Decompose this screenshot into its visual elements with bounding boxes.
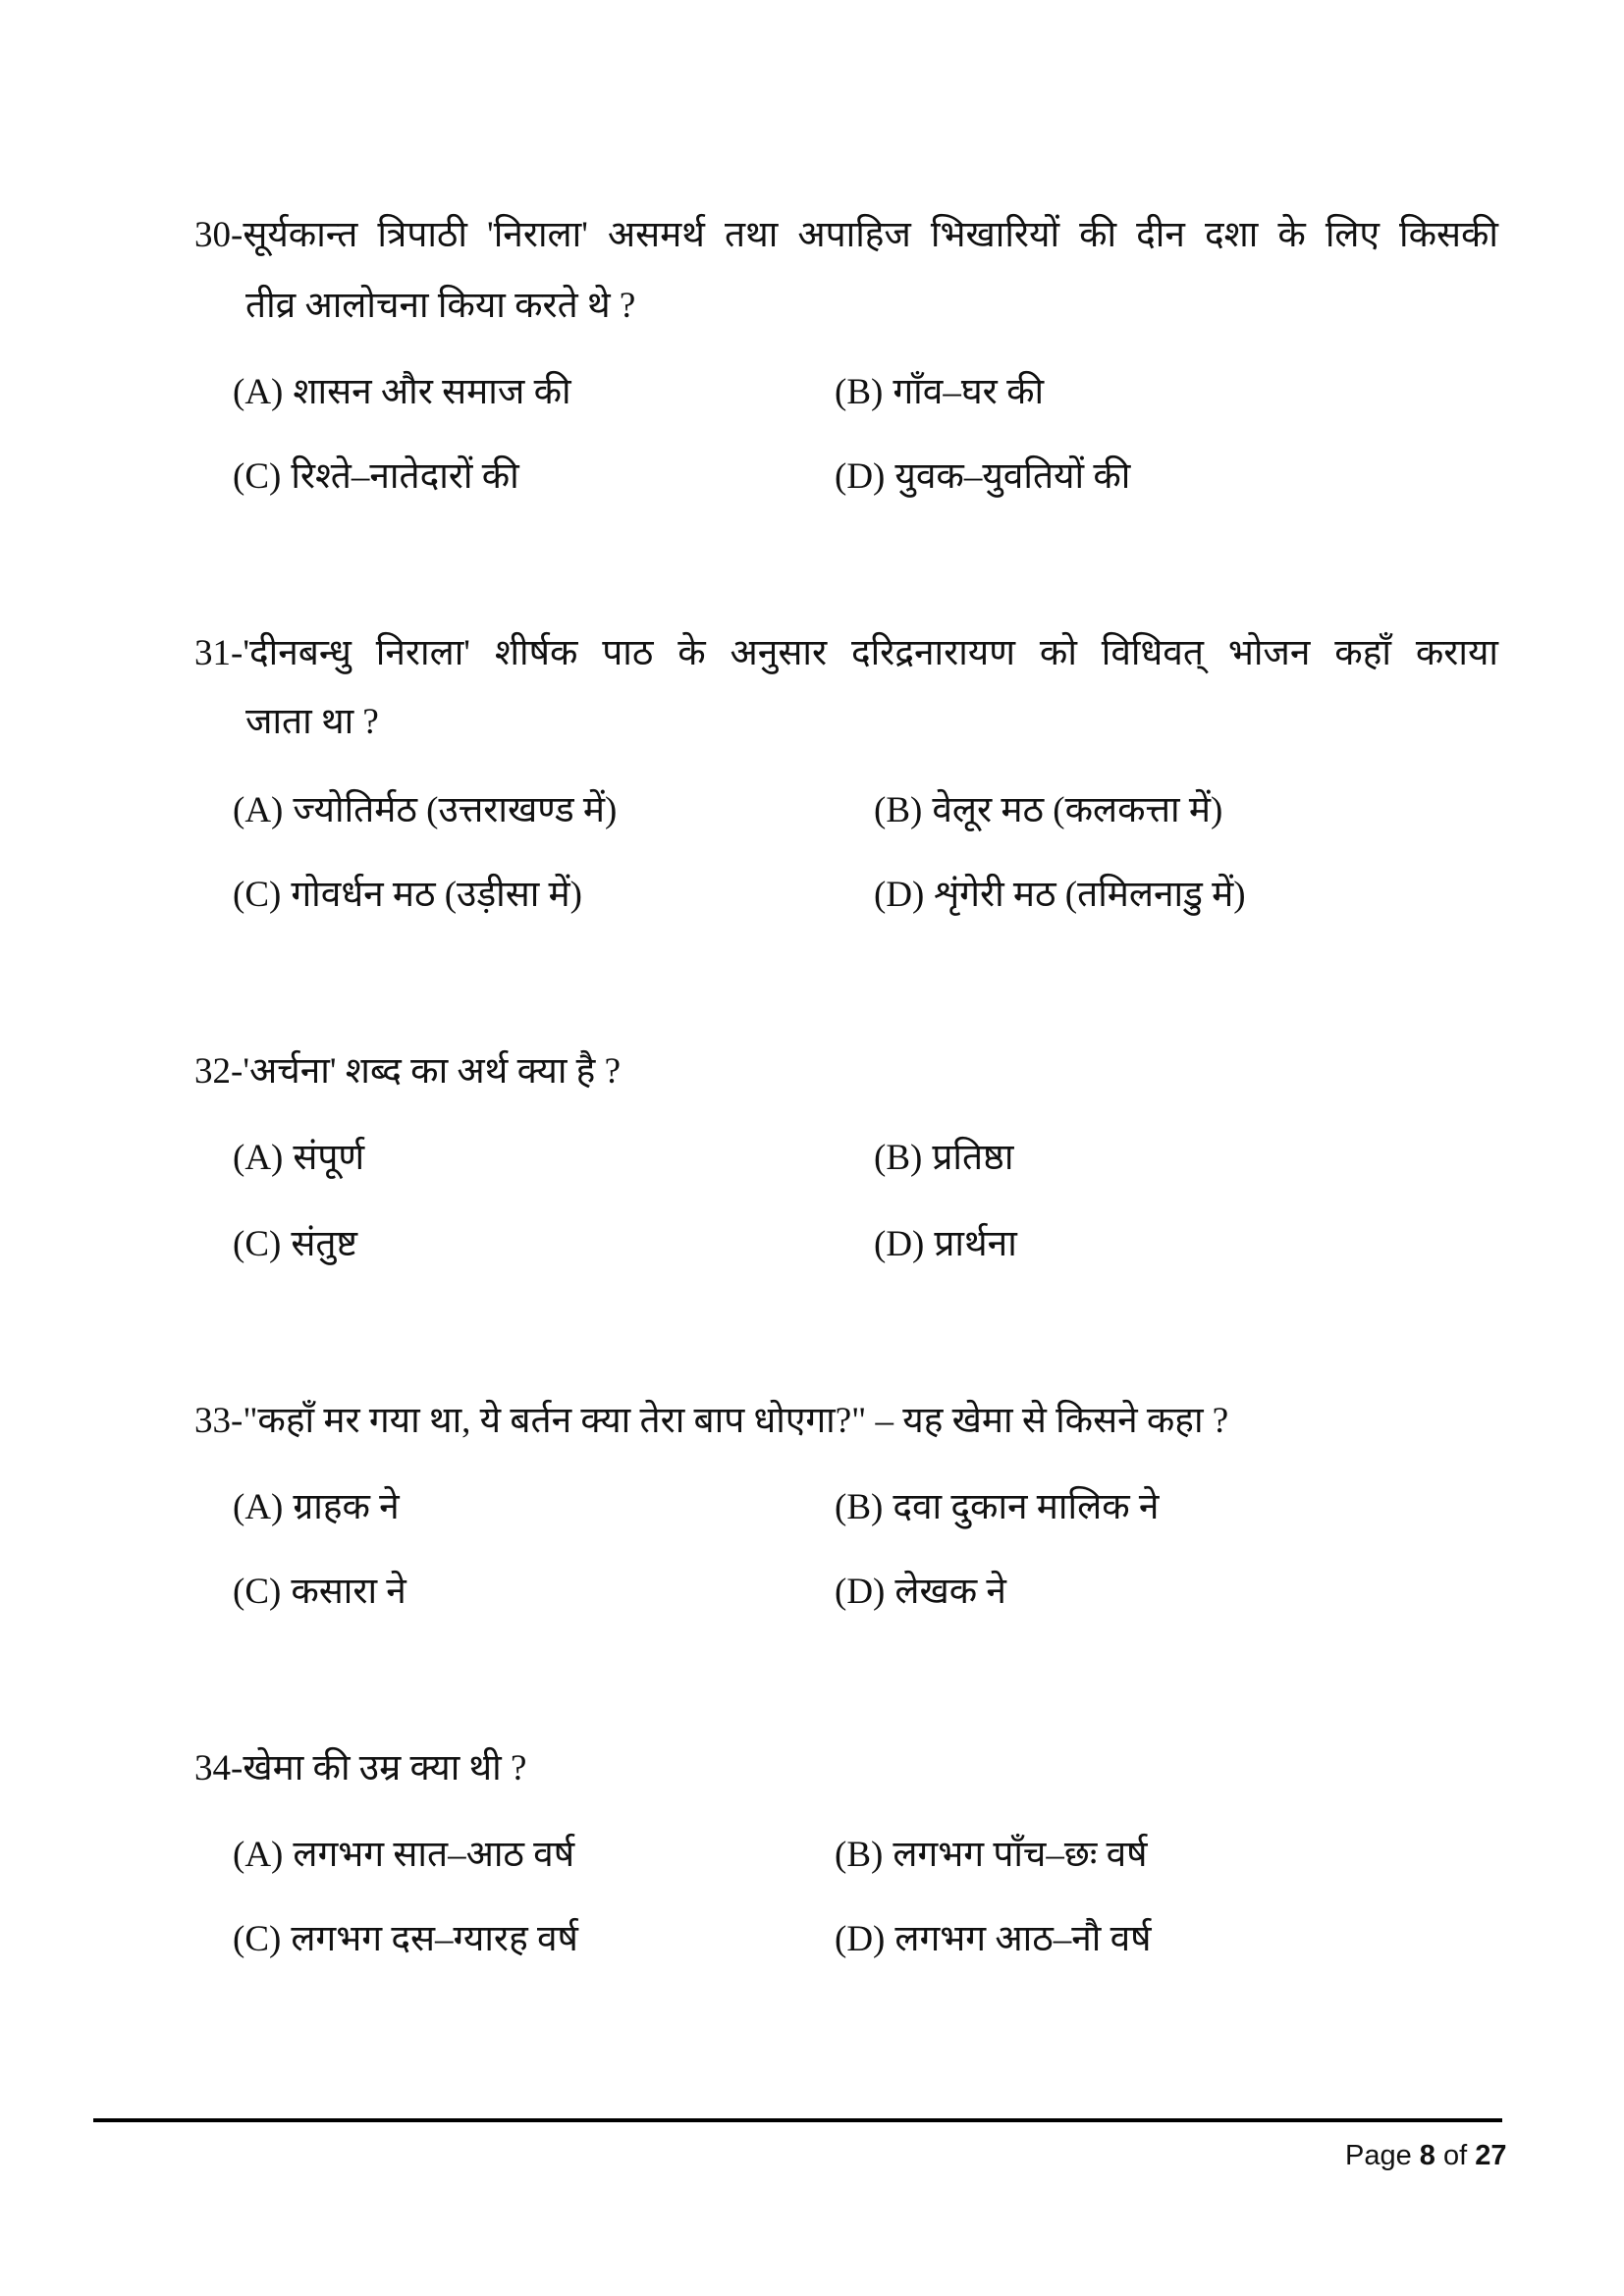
option-text: लगभग पाँच–छः वर्ष: [893, 1835, 1148, 1875]
option-label: (D): [835, 1919, 886, 1959]
option-text: दवा दुकान मालिक ने: [893, 1487, 1160, 1527]
option-b: [835, 369, 1044, 416]
option-b: [874, 1135, 1013, 1182]
page-number: [1345, 2140, 1507, 2172]
option-label: (D): [835, 456, 886, 497]
option-text: गाँव–घर की: [893, 372, 1045, 412]
option-d: [835, 1569, 1006, 1616]
question-line: 'अर्चना' शब्द का अर्थ क्या है ?: [243, 1051, 621, 1092]
option-label: (C): [233, 875, 282, 915]
option-label: (A): [233, 1835, 284, 1875]
question-number: 32-: [194, 1051, 244, 1092]
option-label: (A): [233, 1487, 284, 1527]
option-b: [835, 1484, 1159, 1531]
option-c: [233, 872, 582, 919]
option-label: (B): [874, 790, 923, 830]
question-line: "कहाँ मर गया था, ये बर्तन क्या तेरा बाप धोएगा?" – यह खेमा से किसने कहा ?: [243, 1401, 1229, 1441]
option-label: (C): [233, 1919, 282, 1959]
option-c: [233, 1221, 357, 1268]
question-text: [194, 630, 1498, 677]
option-text: कसारा ने: [291, 1572, 406, 1612]
option-d: [835, 454, 1130, 501]
option-label: (A): [233, 372, 284, 412]
option-label: (C): [233, 1224, 282, 1264]
option-a: [233, 1484, 400, 1531]
option-a: [233, 1832, 574, 1879]
option-b: [874, 787, 1222, 834]
option-c: [233, 454, 519, 501]
footer-rule: [93, 2118, 1502, 2122]
option-text: लगभग सात–आठ वर्ष: [293, 1835, 575, 1875]
option-d: [874, 1221, 1017, 1268]
question-line: 'दीनबन्धु निराला' शीर्षक पाठ के अनुसार दरिद्रनारायण को विधिवत् भोजन कहाँ कराया: [243, 633, 1498, 673]
option-text: शासन और समाज की: [293, 372, 571, 412]
question-line: खेमा की उम्र क्या थी ?: [243, 1748, 527, 1789]
option-label: (B): [835, 1835, 884, 1875]
option-text: प्रतिष्ठा: [932, 1138, 1014, 1178]
option-c: [233, 1569, 406, 1616]
option-text: संतुष्ट: [291, 1224, 358, 1264]
option-label: (D): [874, 1224, 925, 1264]
question-text: [194, 212, 1498, 259]
option-a: [233, 787, 617, 834]
option-label: (A): [233, 1138, 284, 1178]
question-number: 33-: [194, 1401, 244, 1441]
question-text: [194, 1745, 526, 1792]
option-label: (D): [835, 1572, 886, 1612]
question-line: सूर्यकान्त त्रिपाठी 'निराला' असमर्थ तथा अपाहिज भिखारियों की दीन दशा के लिए किसकी: [243, 215, 1498, 255]
question-number: 31-: [194, 633, 244, 673]
option-text: गोवर्धन मठ (उड़ीसा में): [291, 875, 582, 915]
question-text: [194, 1048, 621, 1095]
question-text: [194, 1398, 1228, 1445]
option-label: (B): [835, 1487, 884, 1527]
option-text: लगभग दस–ग्यारह वर्ष: [291, 1919, 578, 1959]
option-a: [233, 1135, 364, 1182]
option-text: शृंगेरी मठ (तमिलनाडु में): [934, 875, 1246, 915]
option-text: संपूर्ण: [293, 1138, 365, 1178]
option-text: लेखक ने: [894, 1572, 1006, 1612]
option-b: [835, 1832, 1148, 1879]
option-text: वेलूर मठ (कलकत्ता में): [932, 790, 1223, 830]
option-text: रिश्ते–नातेदारों की: [291, 456, 519, 497]
option-text: प्रार्थना: [934, 1224, 1017, 1264]
option-c: [233, 1916, 578, 1963]
total-pages: 27: [1475, 2140, 1507, 2171]
question-text-continued: तीव्र आलोचना किया करते थे ?: [245, 286, 636, 326]
question-number: 30-: [194, 215, 244, 255]
option-label: (A): [233, 790, 284, 830]
option-text: ज्योतिर्मठ (उत्तराखण्ड में): [293, 790, 618, 830]
option-label: (B): [874, 1138, 923, 1178]
option-d: [874, 872, 1246, 919]
page-word: Page: [1345, 2140, 1412, 2171]
current-page: 8: [1419, 2140, 1435, 2171]
option-text: युवक–युवतियों की: [894, 456, 1131, 497]
option-text: ग्राहक ने: [293, 1487, 400, 1527]
option-a: [233, 369, 571, 416]
question-number: 34-: [194, 1748, 244, 1789]
option-label: (C): [233, 456, 282, 497]
option-text: लगभग आठ–नौ वर्ष: [894, 1919, 1152, 1959]
option-label: (D): [874, 875, 925, 915]
option-label: (C): [233, 1572, 282, 1612]
option-d: [835, 1916, 1152, 1963]
option-label: (B): [835, 372, 884, 412]
question-text-continued: जाता था ?: [245, 702, 379, 742]
of-word: of: [1443, 2140, 1468, 2171]
